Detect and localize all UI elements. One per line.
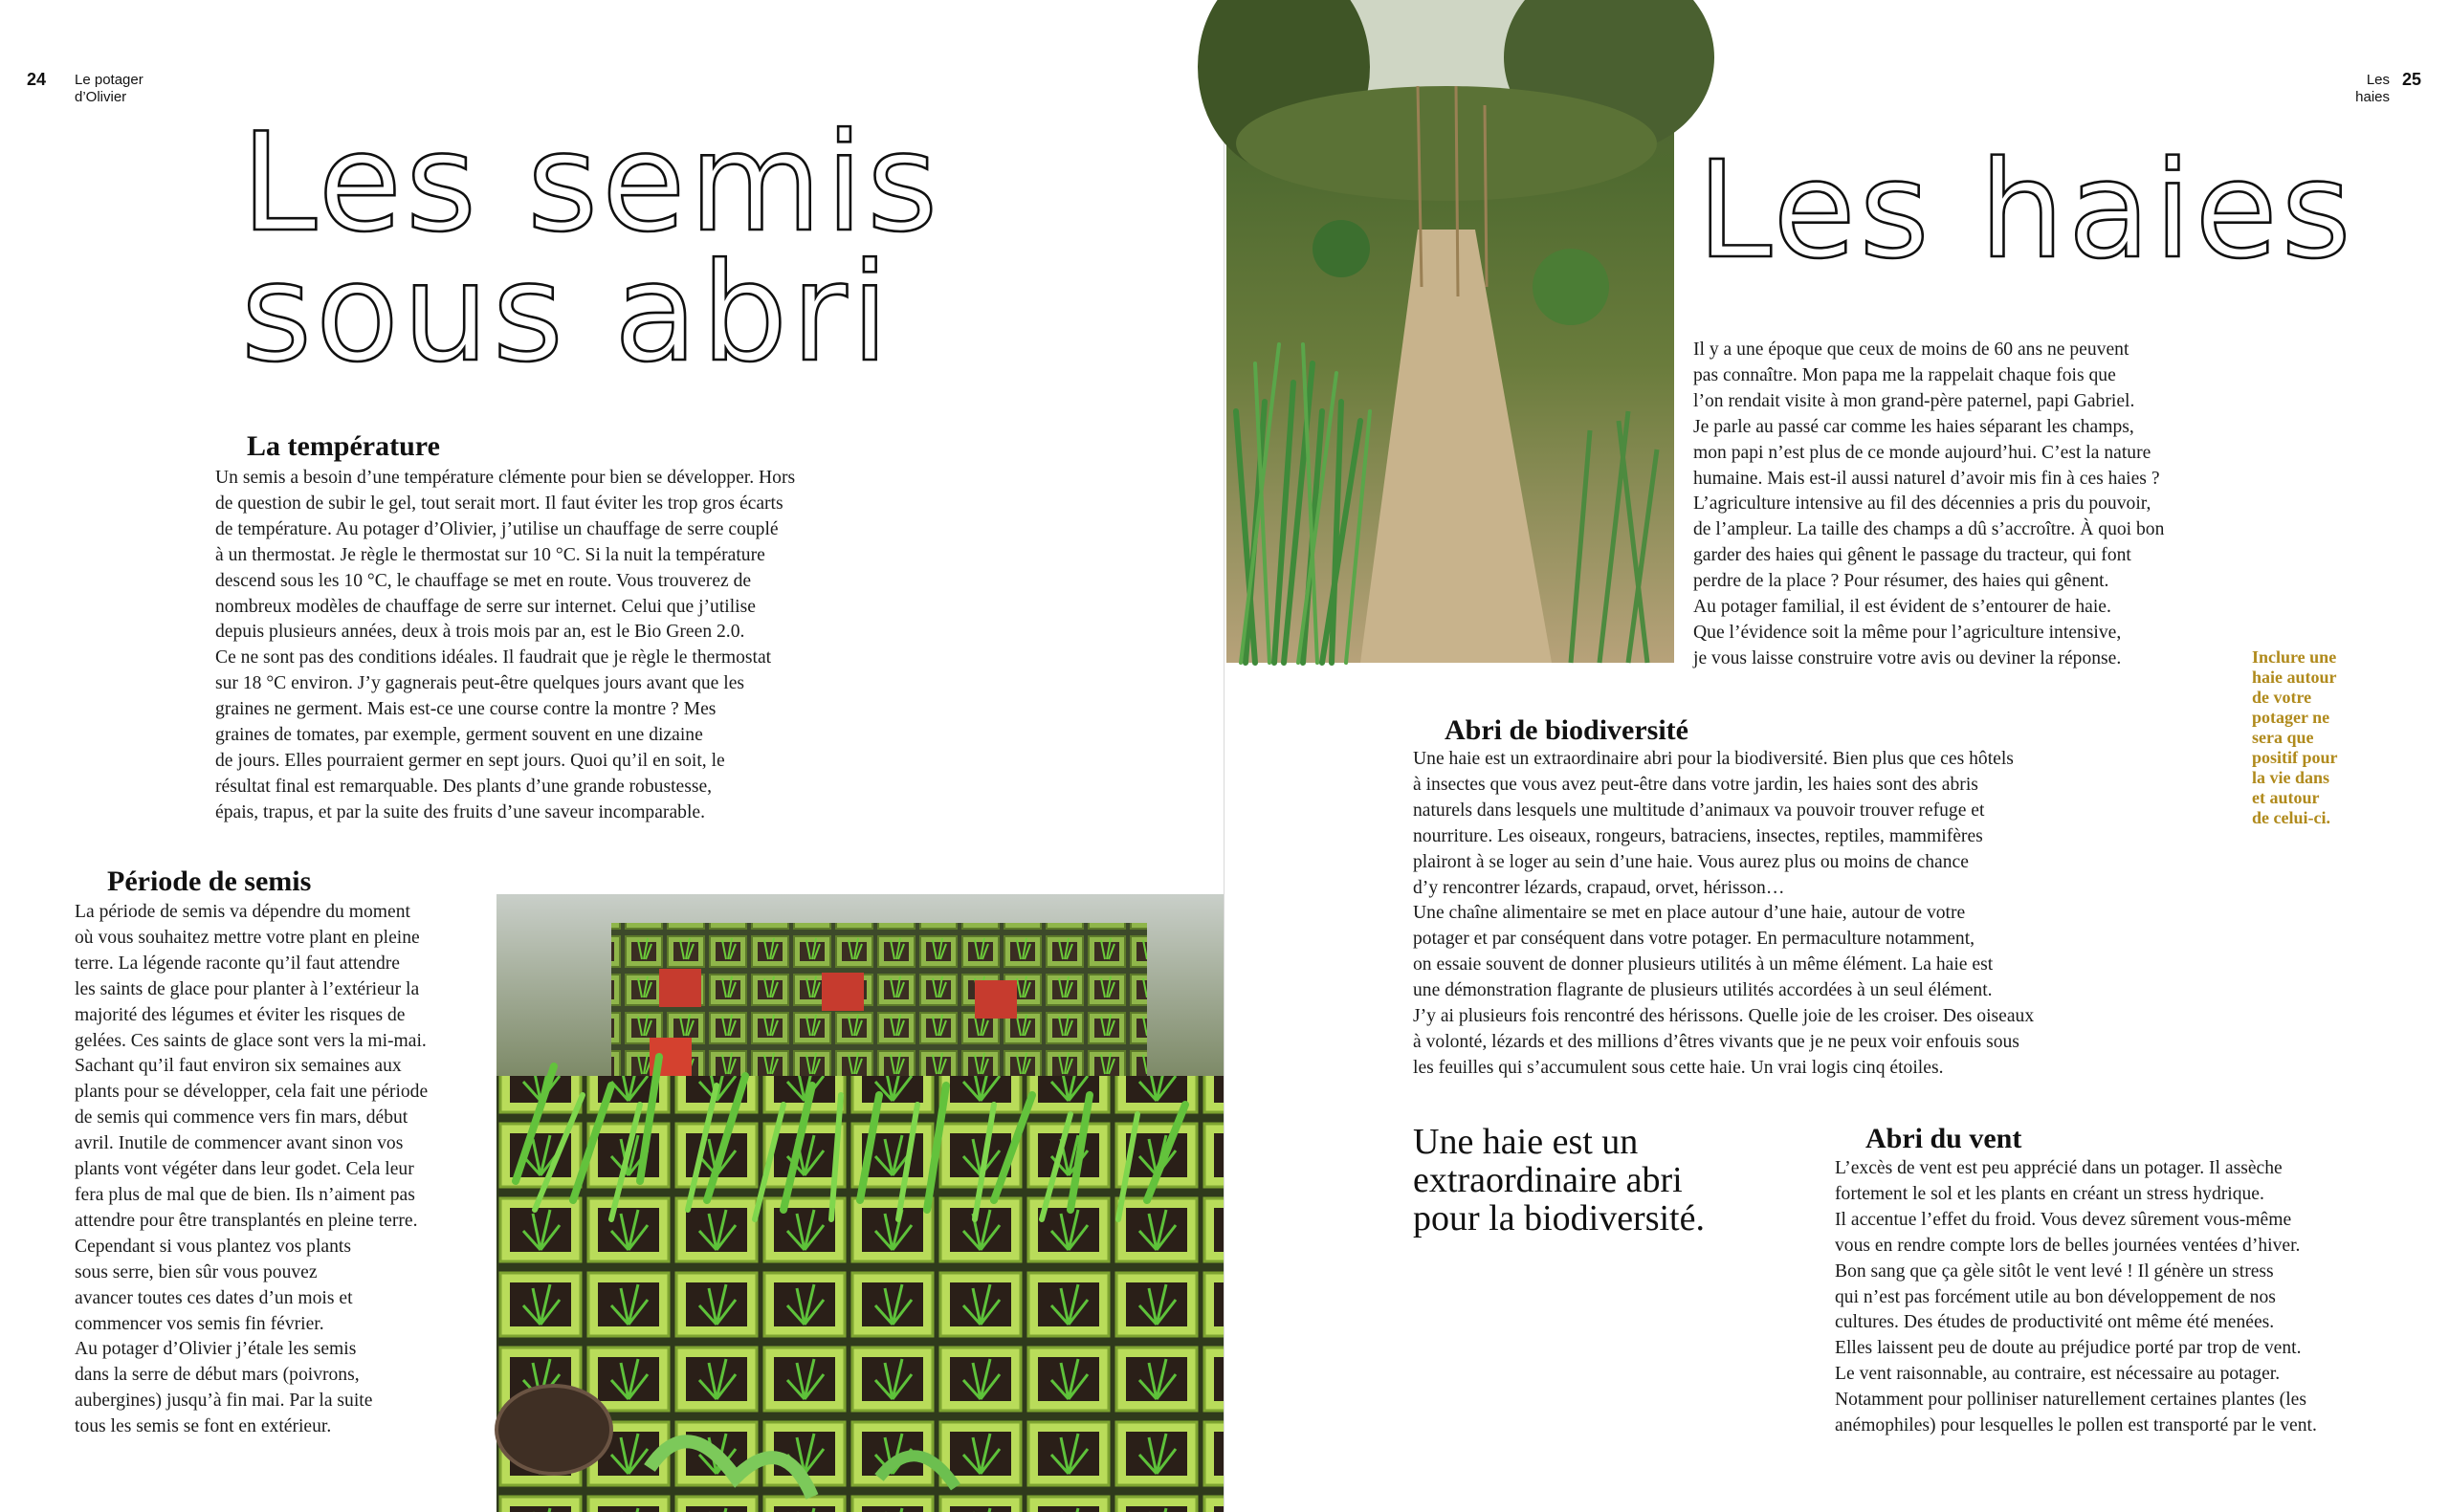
headline-line: sous abri xyxy=(241,234,893,392)
body-line: où vous souhaitez mettre votre plant en pleine xyxy=(75,927,420,948)
body-line: L’excès de vent est peu apprécié dans un potager. Il assèche xyxy=(1835,1158,2283,1178)
body-line: résultat final est remarquable. Des plants d’une grande robustesse, xyxy=(215,776,713,797)
headline xyxy=(237,104,942,392)
seedling-tray-photo xyxy=(496,894,1224,1512)
section-body xyxy=(75,900,428,1440)
body-line: perdre de la place ? Pour résumer, des haies qui gênent. xyxy=(1693,571,2109,592)
body-line: Il y a une époque que ceux de moins de 60 ans ne peuvent xyxy=(1693,340,2129,360)
side-note-line: sera que xyxy=(2252,728,2314,747)
body-line: Un semis a besoin d’une température clémente pour bien se développer. Hors xyxy=(215,468,796,488)
body-line: épais, trapus, et par la suite des fruits d’une saveur incomparable. xyxy=(215,801,705,822)
body-line: les saints de glace pour planter à l’extérieur la xyxy=(75,978,420,999)
side-note-line: et autour xyxy=(2252,788,2320,807)
running-head-line: d’Olivier xyxy=(75,89,127,105)
side-note-line: haie autour xyxy=(2252,668,2337,687)
body-line: vous en rendre compte lors de belles journées ventées d’hiver. xyxy=(1835,1235,2301,1256)
body-line: pas connaître. Mon papa me la rappelait chaque fois que xyxy=(1693,364,2116,385)
page-number: 25 xyxy=(2402,70,2422,89)
body-line: de question de subir le gel, tout serait mort. Il faut éviter les trop gros écarts xyxy=(215,493,783,514)
body-line: gelées. Ces saints de glace sont vers la mi-mai. xyxy=(75,1030,427,1051)
section-heading: Abri du vent xyxy=(1865,1123,2022,1154)
body-line: plairont à se loger au sein d’une haie. Vous aurez plus ou moins de chance xyxy=(1413,851,1969,872)
section-heading: Abri de biodiversité xyxy=(1445,714,1688,746)
side-note-line: de celui-ci. xyxy=(2252,808,2330,827)
body-line: l’on rendait visite à mon grand-père paternel, papi Gabriel. xyxy=(1693,390,2135,411)
body-line: Elles laissent peu de doute au préjudice porté par trop de vent. xyxy=(1835,1338,2302,1359)
running-head xyxy=(2336,72,2390,106)
body-line: aubergines) jusqu’à fin mai. Par la suite xyxy=(75,1391,373,1412)
body-line: de température. Au potager d’Olivier, j’utilise un chauffage de serre couplé xyxy=(215,518,779,539)
body-line: Le vent raisonnable, au contraire, est nécessaire au potager. xyxy=(1835,1364,2281,1385)
body-line: Je parle au passé car comme les haies séparant les champs, xyxy=(1693,416,2134,437)
body-line: les feuilles qui s’accumulent sous cette haie. Un vrai logis cinq étoiles. xyxy=(1413,1057,1944,1078)
body-line: Sachant qu’il faut environ six semaines aux xyxy=(75,1056,402,1077)
body-line: Une chaîne alimentaire se met en place autour d’une haie, autour de votre xyxy=(1413,903,1966,924)
body-line: Bon sang que ça gèle sitôt le vent levé ! Il génère un stress xyxy=(1835,1260,2274,1282)
body-line: graines de tomates, par exemple, germent souvent en une dizaine xyxy=(215,725,703,746)
section-body xyxy=(215,466,795,826)
pull-quote-line: Une haie est un xyxy=(1413,1122,1639,1162)
section-body xyxy=(1413,747,2034,1082)
body-line: garder des haies qui gênent le passage du tracteur, qui font xyxy=(1693,545,2131,566)
side-note-line: Inclure une xyxy=(2252,647,2337,667)
running-head xyxy=(75,72,143,106)
body-line: Une haie est un extraordinaire abri pour la biodiversité. Bien plus que ces hôtels xyxy=(1413,749,2014,769)
headline-line: Les haies xyxy=(1697,133,2355,289)
pull-quote-line: extraordinaire abri xyxy=(1413,1160,1683,1200)
body-line: plants vont végéter dans leur godet. Cela leur xyxy=(75,1159,414,1180)
section-heading: Période de semis xyxy=(107,866,312,897)
body-line: sous serre, bien sûr vous pouvez xyxy=(75,1261,318,1282)
body-line: fera plus de mal que de bien. Ils n’aiment pas xyxy=(75,1184,415,1205)
running-head-line: haies xyxy=(2355,89,2390,105)
body-line: Notamment pour polliniser naturellement certaines plantes (les xyxy=(1835,1390,2306,1411)
section-body xyxy=(1835,1156,2317,1439)
body-line: à un thermostat. Je règle le thermostat sur 10 °C. Si la nuit la température xyxy=(215,544,765,565)
body-line: cultures. Des études de productivité ont même été menées. xyxy=(1835,1312,2275,1333)
body-line: à insectes que vous avez peut-être dans votre jardin, les haies sont des abris xyxy=(1413,774,1978,795)
side-note-line: de votre xyxy=(2252,688,2312,707)
body-line: à volonté, lézards et des millions d’êtres vivants que je ne peux voir enfouis sous xyxy=(1413,1031,2019,1052)
side-note-line: positif pour xyxy=(2252,748,2338,767)
body-line: potager et par conséquent dans votre potager. En permaculture notamment, xyxy=(1413,929,1975,950)
body-line: mon papi n’est plus de ce monde aujourd’hui. C’est la nature xyxy=(1693,442,2151,463)
body-line: Il accentue l’effet du froid. Vous devez sûrement vous-même xyxy=(1835,1209,2292,1230)
body-line: qui n’est pas forcément utile au bon développement de nos xyxy=(1835,1286,2276,1307)
body-line: humaine. Mais est-il aussi naturel d’avoir mis fin à ces haies ? xyxy=(1693,468,2160,489)
section-heading: La température xyxy=(247,430,440,462)
body-line: d’y rencontrer lézards, crapaud, orvet, hérisson… xyxy=(1413,877,1785,898)
body-line: de semis qui commence vers fin mars, début xyxy=(75,1107,408,1129)
left-page xyxy=(0,0,1224,1512)
garden-path-photo xyxy=(1226,0,1674,663)
body-line: Au potager d’Olivier j’étale les semis xyxy=(75,1339,357,1360)
headline-line: Les semis xyxy=(241,104,942,262)
body-line: Ce ne sont pas des conditions idéales. Il faudrait que je règle le thermostat xyxy=(215,647,772,668)
body-line: depuis plusieurs années, deux à trois mois par an, est le Bio Green 2.0. xyxy=(215,622,745,643)
body-line: commencer vos semis fin février. xyxy=(75,1313,324,1334)
body-line: tous les semis se font en extérieur. xyxy=(75,1416,332,1437)
body-line: naturels dans lesquels une multitude d’animaux va pouvoir trouver refuge et xyxy=(1413,800,1985,821)
body-line: L’agriculture intensive au fil des décennies a pris du pouvoir, xyxy=(1693,493,2151,515)
body-line: fortement le sol et les plants en créant un stress hydrique. xyxy=(1835,1183,2264,1204)
headline xyxy=(1693,133,2355,289)
body-line: plants pour se développer, cela fait une période xyxy=(75,1082,429,1103)
body-line: Que l’évidence soit la même pour l’agriculture intensive, xyxy=(1693,622,2122,643)
body-line: une démonstration flagrante de plusieurs utilités accordées à un seul élément. xyxy=(1413,980,1993,1001)
intro-text xyxy=(1693,338,2164,672)
body-line: J’y ai plusieurs fois rencontré des hérissons. Quelle joie de les croiser. Des oiseaux xyxy=(1413,1006,2035,1027)
body-line: avancer toutes ces dates d’un mois et xyxy=(75,1287,353,1308)
body-line: nourriture. Les oiseaux, rongeurs, batraciens, insectes, reptiles, mammifères xyxy=(1413,825,1983,846)
running-head-line: Les xyxy=(2366,72,2390,88)
body-line: on essaie souvent de donner plusieurs utilités à un même élément. La haie est xyxy=(1413,954,1994,975)
body-line: La période de semis va dépendre du moment xyxy=(75,902,410,922)
side-note-line: potager ne xyxy=(2252,708,2330,727)
body-line: graines ne germent. Mais est-ce une course contre la montre ? Mes xyxy=(215,699,717,720)
body-line: de jours. Elles pourraient germer en sept jours. Quoi qu’il en soit, le xyxy=(215,750,725,771)
body-line: je vous laisse construire votre avis ou deviner la réponse. xyxy=(1693,647,2122,668)
body-line: attendre pour être transplantés en pleine terre. xyxy=(75,1210,418,1231)
side-note xyxy=(2252,647,2338,828)
pull-quote-line: pour la biodiversité. xyxy=(1413,1198,1705,1238)
body-line: avril. Inutile de commencer avant sinon vos xyxy=(75,1133,404,1154)
body-line: nombreux modèles de chauffage de serre sur internet. Celui que j’utilise xyxy=(215,596,756,617)
body-line: de l’ampleur. La taille des champs a dû s’accroître. À quoi bon xyxy=(1693,519,2165,540)
body-line: dans la serre de début mars (poivrons, xyxy=(75,1365,360,1386)
page-number: 24 xyxy=(27,70,47,89)
body-line: Au potager familial, il est évident de s’entourer de haie. xyxy=(1693,597,2111,618)
body-line: anémophiles) pour lesquelles le pollen est transporté par le vent. xyxy=(1835,1415,2317,1436)
side-note-line: la vie dans xyxy=(2252,768,2330,787)
body-line: Cependant si vous plantez vos plants xyxy=(75,1236,351,1257)
body-line: terre. La légende raconte qu’il faut attendre xyxy=(75,953,400,974)
body-line: sur 18 °C environ. J’y gagnerais peut-être quelques jours avant que les xyxy=(215,673,745,694)
pull-quote xyxy=(1413,1123,1705,1238)
running-head-line: Le potager xyxy=(75,72,143,88)
body-line: majorité des légumes et éviter les risques de xyxy=(75,1004,406,1025)
right-page xyxy=(1224,0,2449,1512)
body-line: descend sous les 10 °C, le chauffage se met en route. Vous trouverez de xyxy=(215,570,752,591)
